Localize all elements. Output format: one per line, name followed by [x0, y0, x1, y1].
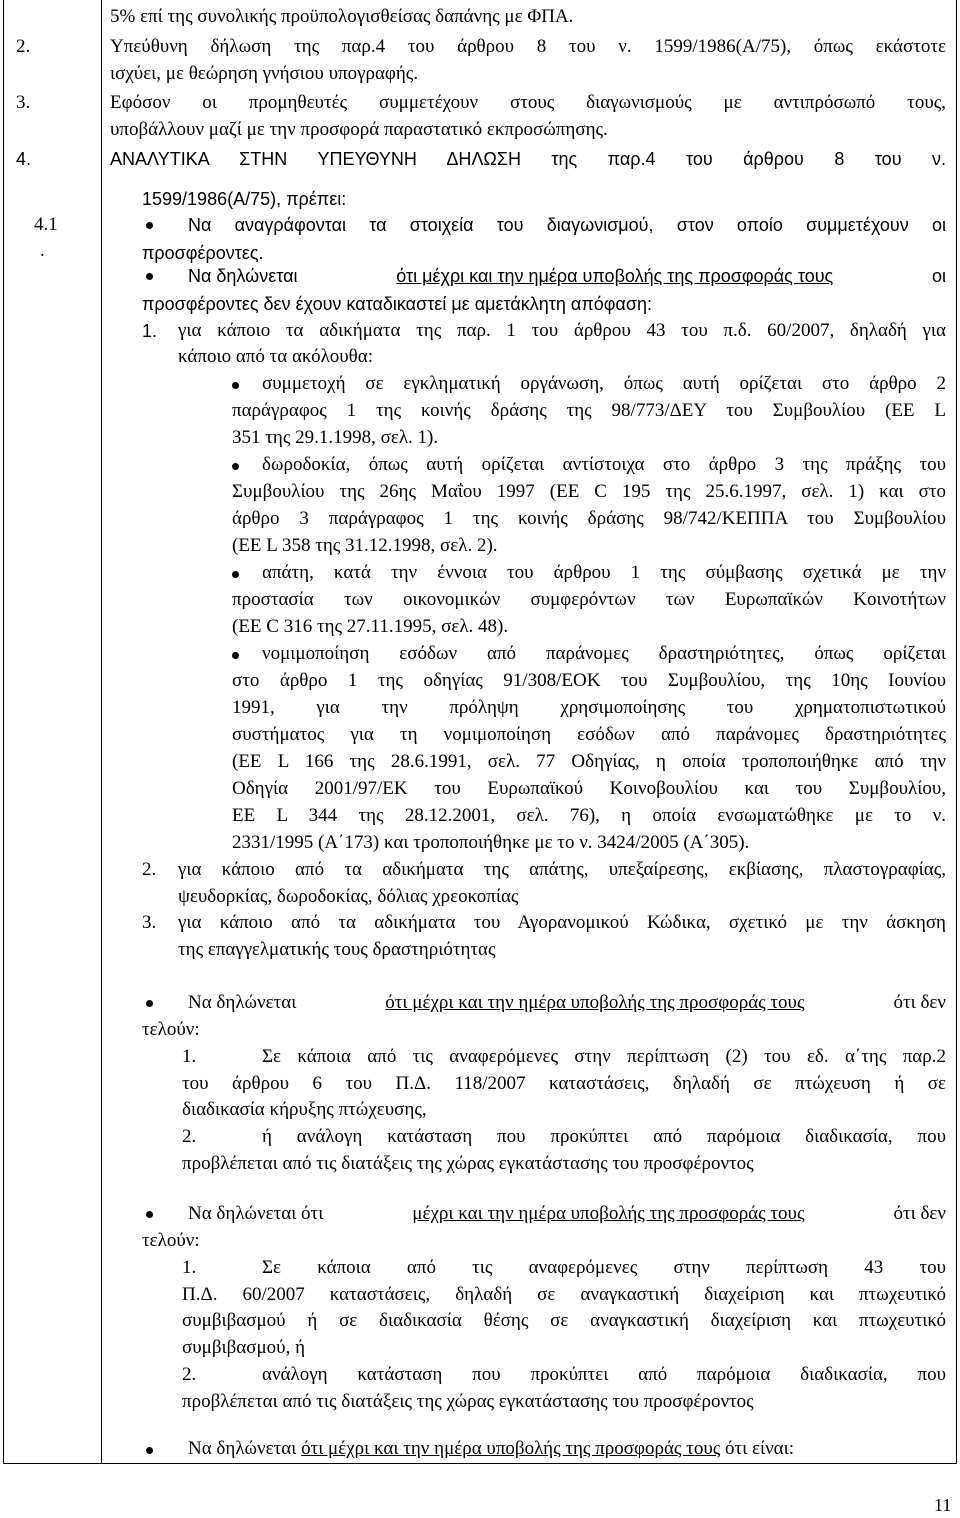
- subbullet-3: [232, 571, 239, 578]
- list-num-1: 1.: [142, 321, 158, 341]
- item4-line2: 1599/1986(Α/75), πρέπει:: [142, 189, 347, 209]
- bullet-1: [146, 222, 153, 229]
- bullet5-pre: Να δηλώνεται: [188, 1438, 302, 1459]
- bullet4-num-2: 2.: [182, 1364, 197, 1385]
- sb2-l2: Συμβουλίου της 26ης Μαΐου 1997 (ΕΕ C 195 της 25.6.1997, σελ. 1) και στο: [232, 481, 946, 502]
- sb4-l2: στο άρθρο 1 της οδηγίας 91/308/ΕΟΚ του Συμβουλίου, της 10ης Ιουνίου: [232, 670, 946, 691]
- bullet3-n1-l3: διαδικασία κήρυξης πτώχευσης,: [182, 1099, 427, 1120]
- bullet3-n1-l2: του άρθρου 6 του Π.Δ. 118/2007 καταστάσεις, δηλαδή σε πτώχευση ή σε: [182, 1073, 946, 1094]
- bullet-2: [146, 273, 153, 280]
- bullet-3: [146, 1000, 153, 1007]
- item2-line2: ισχύει, με θεώρηση γνήσιου υπογραφής.: [110, 63, 419, 84]
- bullet4-n1-l1: Σε κάποια από τις αναφερόμενες στην περίπτωση 43 του: [262, 1257, 946, 1278]
- bullet3-underlined: ότι μέχρι και την ημέρα υποβολής της προσφοράς τους: [385, 992, 805, 1013]
- bullet4-n1-l4: συμβιβασμού, ή: [182, 1337, 306, 1358]
- item4-number: 4.: [16, 149, 32, 169]
- list3-line2: της επαγγελματικής τους δραστηριότητας: [178, 939, 496, 960]
- bullet1-line1: Να αναγράφονται τα στοιχεία του διαγωνισμού, στον οποίο συμμετέχουν οι: [188, 215, 946, 235]
- list1-line2: κάποιο από τα ακόλουθα:: [178, 346, 374, 367]
- bullet2-underlined: ότι μέχρι και την ημέρα υποβολής της προσφοράς τους: [396, 266, 834, 286]
- list-num-2: 2.: [142, 859, 157, 880]
- item3-number: 3.: [16, 92, 31, 113]
- list-num-3: 3.: [142, 912, 157, 933]
- list1-line1: για κάποιο τα αδικήματα της παρ. 1 του άρθρου 43 του π.δ. 60/2007, δηλαδή για: [178, 320, 946, 341]
- bullet3-line2: τελούν:: [142, 1019, 200, 1040]
- bullet-5: [146, 1447, 153, 1454]
- bullet5-post: ότι είναι:: [720, 1438, 795, 1459]
- item1-continuation: 5% επί της συνολικής προϋπολογισθείσας δαπάνης με ΦΠΑ.: [110, 6, 574, 27]
- subsection-number-dot: .: [40, 240, 45, 261]
- bullet4-n2-l2: προβλέπεται από τις διατάξεις της χώρας εγκατάστασης του προσφέροντος: [182, 1391, 754, 1412]
- bullet-4: [146, 1211, 153, 1218]
- sb1-l2: παράγραφος 1 της κοινής δράσης της 98/773/ΔΕΥ του Συμβουλίου (ΕΕ L: [232, 400, 946, 421]
- subbullet-4: [232, 652, 239, 659]
- sb4-l1: νομιμοποίηση εσόδων από παράνομες δραστηριότητες, όπως ορίζεται: [262, 643, 946, 664]
- bullet3-n2-l1: ή ανάλογη κατάσταση που προκύπτει από παρόμοια διαδικασία, που: [262, 1126, 946, 1147]
- item2-number: 2.: [16, 36, 31, 57]
- sb4-l5: (ΕΕ L 166 της 28.6.1991, σελ. 77 Οδηγίας, η οποία τροποποιήθηκε από την: [232, 751, 946, 772]
- sb2-l3: άρθρο 3 παράγραφος 1 της κοινής δράσης 98/742/ΚΕΠΠΑ του Συμβουλίου: [232, 508, 946, 529]
- table-right-border: [956, 0, 957, 1463]
- sb2-l1: δωροδοκία, όπως αυτή ορίζεται αντίστοιχα στο άρθρο 3 της πράξης του: [262, 454, 946, 475]
- bullet3-n1-l1: Σε κάποια από τις αναφερόμενες στην περίπτωση (2) του εδ. α΄της παρ.2: [262, 1046, 946, 1067]
- bullet4-num-1: 1.: [182, 1257, 197, 1278]
- bullet4-n1-l2: Π.Δ. 60/2007 καταστάσεις, δηλαδή σε αναγκαστική διαχείριση και πτωχευτικό: [182, 1284, 946, 1305]
- bullet2-line2: προσφέροντες δεν έχουν καταδικαστεί με αμετάκλητη απόφαση:: [142, 294, 652, 314]
- bullet4-post: ότι δεν: [893, 1203, 946, 1224]
- bullet3-num-2: 2.: [182, 1126, 197, 1147]
- sb3-l2: προστασία των οικονομικών συμφερόντων των Ευρωπαϊκών Κοινοτήτων: [232, 589, 946, 610]
- list3-line1: για κάποιο από τα αδικήματα του Αγορανομικού Κώδικα, σχετικό με την άσκηση: [178, 912, 946, 933]
- bullet2-line1: [188, 263, 946, 289]
- bullet5-underlined: ότι μέχρι και την ημέρα υποβολής της προσφοράς τους: [301, 1438, 721, 1459]
- sb1-l3: 351 της 29.1.1998, σελ. 1).: [232, 427, 439, 448]
- item2-line1: Υπεύθυνη δήλωση της παρ.4 του άρθρου 8 του ν. 1599/1986(Α/75), όπως εκάστοτε: [110, 36, 946, 57]
- table-left-border: [3, 0, 4, 1463]
- subbullet-2: [232, 463, 239, 470]
- sb1-l1: συμμετοχή σε εγκληματική οργάνωση, όπως αυτή ορίζεται στο άρθρο 2: [262, 373, 946, 394]
- sb4-l8: 2331/1995 (Α΄173) και τροποποιήθηκε με το ν. 3424/2005 (Α΄305).: [232, 832, 750, 853]
- list2-line1: για κάποιο από τα αδικήματα της απάτης, υπεξαίρεσης, εκβίασης, πλαστογραφίας,: [178, 859, 946, 880]
- bullet5-line1: [188, 1436, 794, 1462]
- sb4-l7: ΕΕ L 344 της 28.12.2001, σελ. 76), η οποία ενσωματώθηκε με το ν.: [232, 805, 946, 826]
- bullet2-post: οι: [931, 266, 946, 286]
- list2-line2: ψευδορκίας, δωροδοκίας, δόλιας χρεοκοπίας: [178, 886, 519, 907]
- bullet4-n1-l3: συμβιβασμού ή σε διαδικασία θέσης σε αναγκαστική διαχείριση και πτωχευτικό: [182, 1310, 946, 1331]
- sb4-l6: Οδηγία 2001/97/ΕΚ του Ευρωπαϊκού Κοινοβουλίου και του Συμβουλίου,: [232, 778, 946, 799]
- sb4-l3: 1991, για την πρόληψη χρησιμοποίησης του χρηματοπιστωτικού: [232, 697, 946, 718]
- bullet3-line1: [188, 990, 946, 1016]
- bullet4-underlined: μέχρι και την ημέρα υποβολής της προσφοράς τους: [412, 1203, 805, 1224]
- sb3-l3: (ΕΕ C 316 της 27.11.1995, σελ. 48).: [232, 616, 509, 637]
- sb2-l4: (ΕΕ L 358 της 31.12.1998, σελ. 2).: [232, 535, 498, 556]
- bullet4-line1: [188, 1201, 946, 1227]
- page-number: 11: [934, 1495, 952, 1515]
- subsection-number: 4.1: [34, 214, 58, 235]
- bullet4-line2: τελούν:: [142, 1230, 200, 1251]
- bullet1-line2: προσφέροντες.: [142, 243, 264, 263]
- bullet4-pre: Να δηλώνεται ότι: [188, 1203, 324, 1224]
- sb3-l1: απάτη, κατά την έννοια του άρθρου 1 της σύμβασης σχετικά με την: [262, 562, 946, 583]
- bullet3-n2-l2: προβλέπεται από τις διατάξεις της χώρας εγκατάστασης του προσφέροντος: [182, 1153, 754, 1174]
- table-column-divider: [101, 0, 102, 1463]
- item4-heading: ΑΝΑΛΥΤΙΚΑ ΣΤΗΝ ΥΠΕΥΘΥΝΗ ΔΗΛΩΣΗ της παρ.4 του άρθρου 8 του ν.: [110, 149, 946, 169]
- item3-line2: υποβάλλουν μαζί με την προσφορά παραστατικό εκπροσώπησης.: [110, 119, 608, 140]
- bullet3-pre: Να δηλώνεται: [188, 992, 297, 1013]
- sb4-l4: συστήματος για τη νομιμοποίηση εσόδων από παράνομες δραστηριότητες: [232, 724, 946, 745]
- table-bottom-border: [3, 1463, 957, 1464]
- item3-line1: Εφόσον οι προμηθευτές συμμετέχουν στους διαγωνισμούς με αντιπρόσωπό τους,: [110, 92, 946, 113]
- subbullet-1: [232, 382, 239, 389]
- bullet3-post: ότι δεν: [893, 992, 946, 1013]
- bullet2-pre: Να δηλώνεται: [188, 266, 298, 286]
- bullet4-n2-l1: ανάλογη κατάσταση που προκύπτει από παρόμοια διαδικασία, που: [262, 1364, 946, 1385]
- bullet3-num-1: 1.: [182, 1046, 197, 1067]
